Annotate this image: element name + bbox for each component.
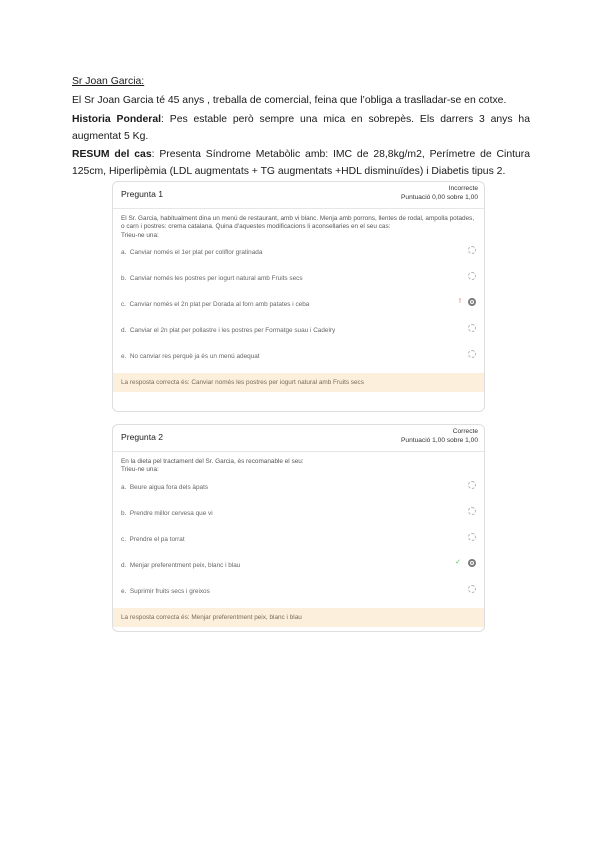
- case-title: Sr Joan Garcia:: [72, 76, 145, 87]
- summary-text: : Presenta Síndrome Metabòlic amb: IMC de 28,8kg/m2, Perímetre de Cintura 125cm, Hiperlipèmia (LDL augmentats + TG augmentats +HDL disminuïdes) i Diabetis tipus 2.: [72, 149, 531, 178]
- option-letter: d.: [121, 561, 127, 569]
- option-letter: e.: [121, 353, 127, 361]
- radio-button[interactable]: [468, 272, 476, 280]
- option-text: Canviar només les postres per iogurt natural amb Fruits secs: [129, 275, 303, 283]
- option-text: Prendre el pa torrat: [129, 535, 185, 543]
- option-letter: a.: [121, 249, 127, 257]
- status-label: Correcte: [452, 428, 478, 435]
- radio-button-selected[interactable]: [468, 298, 476, 306]
- option-text: No canviar res perquè ja és un menú adequat: [129, 353, 260, 361]
- options-list: [113, 241, 484, 371]
- history-label: Historia Ponderal: [72, 113, 162, 125]
- incorrect-icon: !: [459, 298, 461, 306]
- case-summary: [72, 147, 530, 181]
- question-card-2: [112, 424, 485, 632]
- option-b[interactable]: [113, 267, 484, 293]
- option-e[interactable]: [113, 345, 484, 371]
- summary-label: RESUM del cas: [72, 149, 152, 161]
- option-letter: b.: [121, 275, 127, 283]
- question-card-1: [112, 181, 485, 412]
- correct-answer-feedback: La resposta correcta és: Canviar només les postres per iogurt natural amb Fruits secs: [113, 373, 484, 392]
- option-text: Canviar el 2n plat per pollastre i les postres per Formatge suau i Cadelry: [129, 327, 336, 335]
- question-status: [401, 185, 478, 202]
- score-label: Puntuació 0,00 sobre 1,00: [401, 193, 478, 201]
- options-list: [113, 476, 484, 606]
- correct-answer-feedback: La resposta correcta és: Menjar preferentment peix, blanc i blau: [113, 608, 484, 627]
- question-header: [113, 425, 484, 452]
- option-text: Suprimir fruits secs i greixos: [129, 587, 210, 595]
- status-label: Incorrecte: [448, 185, 478, 192]
- option-letter: c.: [121, 535, 126, 543]
- option-text: Prendre millor cervesa que vi: [129, 509, 213, 517]
- case-description: [72, 74, 530, 183]
- history-text: : Pes estable però sempre una mica en sobrepès. Els darrers 3 anys ha augmentat 5 Kg.: [72, 113, 530, 142]
- radio-button[interactable]: [468, 507, 476, 515]
- option-text: Beure aigua fora dels àpats: [129, 483, 209, 491]
- question-instruction: Trieu-ne una:: [121, 466, 159, 474]
- question-header: [113, 182, 484, 209]
- option-c[interactable]: [113, 293, 484, 319]
- radio-button-selected[interactable]: [468, 559, 476, 567]
- option-letter: a.: [121, 483, 127, 491]
- radio-button[interactable]: [468, 350, 476, 358]
- option-letter: d.: [121, 327, 127, 335]
- case-title-line: [72, 74, 530, 91]
- check-icon: ✓: [455, 558, 461, 566]
- question-title: Pregunta 2: [121, 432, 164, 442]
- option-text: Canviar només el 2n plat per Dorada al forn amb patates i ceba: [129, 301, 310, 309]
- question-text-block: [113, 209, 484, 240]
- option-a[interactable]: [113, 241, 484, 267]
- option-a[interactable]: [113, 476, 484, 502]
- radio-button[interactable]: [468, 324, 476, 332]
- score-label: Puntuació 1,00 sobre 1,00: [401, 436, 478, 444]
- option-text: Menjar preferentment peix, blanc i blau: [129, 561, 241, 569]
- option-letter: c.: [121, 301, 126, 309]
- radio-button[interactable]: [468, 585, 476, 593]
- radio-button[interactable]: [468, 246, 476, 254]
- option-d[interactable]: [113, 554, 484, 580]
- question-text: En la dieta pel tractament del Sr. Garcia, és recomanable el seu:: [121, 458, 304, 465]
- option-letter: b.: [121, 509, 127, 517]
- question-title: Pregunta 1: [121, 189, 164, 199]
- case-intro: El Sr Joan Garcia té 45 anys , treballa de comercial, feina que l’obliga a traslladar-se en cotxe.: [72, 94, 507, 106]
- radio-button[interactable]: [468, 481, 476, 489]
- option-text: Canviar només el 1er plat per coliflor gratinada: [129, 249, 263, 257]
- option-d[interactable]: [113, 319, 484, 345]
- radio-button[interactable]: [468, 533, 476, 541]
- question-status: [401, 428, 478, 445]
- option-b[interactable]: [113, 502, 484, 528]
- option-e[interactable]: [113, 580, 484, 606]
- option-c[interactable]: [113, 528, 484, 554]
- question-instruction: Trieu-ne una:: [121, 231, 159, 239]
- question-text: El Sr. Garcia, habitualment dina un menú de restaurant, amb vi blanc. Menja amb porrons, llentes de rodal, ampolla potades, o carn i postres: crema catalana. Quina d'aquestes modificacions li aconsellaries en el seu cas:: [121, 215, 475, 231]
- option-letter: e.: [121, 587, 127, 595]
- case-history: [72, 112, 530, 146]
- question-text-block: [113, 452, 484, 475]
